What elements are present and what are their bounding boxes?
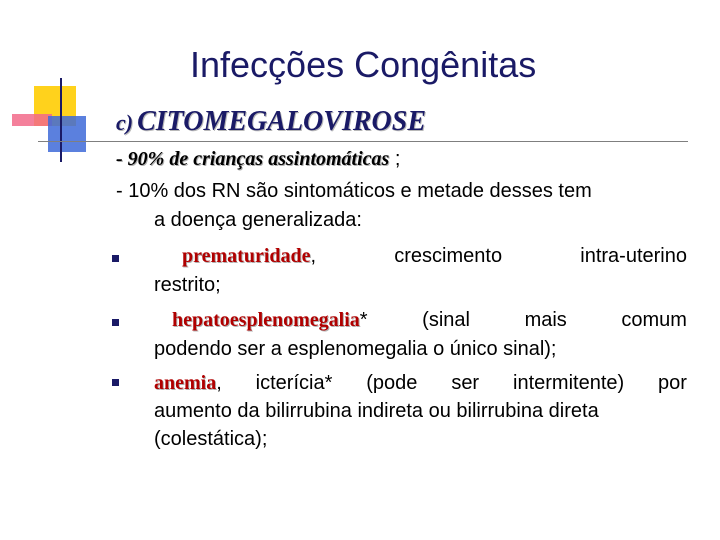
bullet-square [112, 255, 119, 262]
page-title: Infecções Congênitas [190, 44, 537, 85]
line-symptomatic-cont: a doença generalizada: [154, 209, 362, 231]
bullet-square [112, 379, 119, 386]
decor-pink-bar [12, 114, 52, 126]
bullet-prematurity-cont: restrito; [154, 274, 221, 296]
bullet-anemia: anemia, icterícia* (pode ser intermitente) por [154, 372, 687, 394]
asymptomatic-text: - 90% de crianças assintomáticas [116, 148, 390, 170]
line-symptomatic: - 10% dos RN são sintomáticos e metade desses tem [116, 180, 592, 202]
horizontal-rule [38, 141, 688, 142]
section-title: CITOMEGALOVIROSE [137, 106, 426, 137]
bullet-hepatosplenomegaly-cont: podendo ser a esplenomegalia o único sinal); [154, 338, 557, 360]
bullet-hepatosplenomegaly: hepatoesplenomegalia* (sinal mais comum [172, 309, 687, 331]
decor-blue-square [48, 116, 86, 152]
decor-vertical-line [60, 78, 62, 162]
bullet-anemia-cont: aumento da bilirrubina indireta ou bilirrubina direta [154, 400, 599, 422]
term-anemia: anemia [154, 372, 217, 394]
section-heading [116, 106, 426, 138]
section-prefix: c) [116, 110, 134, 135]
line-asymptomatic [116, 144, 400, 174]
bullet-anemia-cont2: (colestática); [154, 428, 268, 450]
bullet-prematurity: prematuridade, crescimento intra-uterino [182, 245, 687, 267]
asymptomatic-punct: ; [389, 148, 401, 170]
bullet-square [112, 319, 119, 326]
term-prematuridade: prematuridade [182, 245, 311, 267]
term-hepatoesplenomegalia: hepatoesplenomegalia [172, 309, 360, 331]
